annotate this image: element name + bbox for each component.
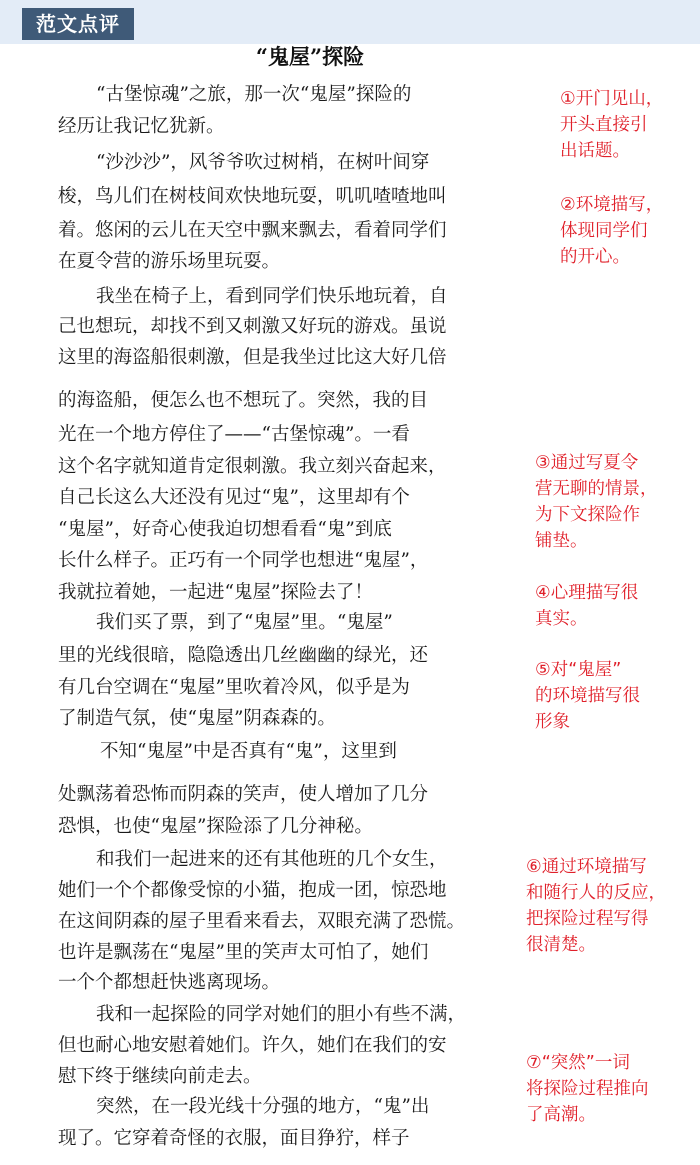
essay-line: 恐惧，也使“鬼屋”探险添了几分神秘。 xyxy=(58,816,373,837)
essay-line: “鬼屋”，好奇心使我迫切想看看“鬼”到底 xyxy=(58,519,392,540)
essay-line: 不知“鬼屋”中是否真有“鬼”，这里到 xyxy=(100,741,397,762)
essay-line: 现了。它穿着奇怪的衣服，面目狰狞，样子 xyxy=(58,1128,410,1149)
essay-line: 和我们一起进来的还有其他班的几个女生， xyxy=(96,849,448,870)
annotation-3: ③通过写夏令 营无聊的情景， 为下文探险作 铺垫。 xyxy=(535,453,658,551)
essay-line: 了制造气氛，使“鬼屋”阴森森的。 xyxy=(58,708,336,729)
annotation-5: ⑤对“鬼屋” 的环境描写很 形象 xyxy=(535,660,640,732)
essay-line: 处飘荡着恐怖而阴森的笑声，使人增加了几分 xyxy=(58,784,429,805)
essay-line: 她们一个个都像受惊的小猫，抱成一团，惊恐地 xyxy=(58,880,447,901)
essay-line: 光在一个地方停住了——“古堡惊魂”。一看 xyxy=(58,424,410,445)
section-badge: 范文点评 xyxy=(22,8,134,40)
essay-line: 我坐在椅子上，看到同学们快乐地玩着，自 xyxy=(96,286,448,307)
annotation-7: ⑦“突然”一词 将探险过程推向 了高潮。 xyxy=(526,1053,649,1125)
essay-line: 有几台空调在“鬼屋”里吹着冷风，似乎是为 xyxy=(58,677,410,698)
essay-line: “沙沙沙”，风爷爷吹过树梢，在树叶间穿 xyxy=(96,152,430,173)
annotation-2: ②环境描写， 体现同学们 的开心。 xyxy=(560,195,664,267)
essay-line: 梭，鸟儿们在树枝间欢快地玩耍，叽叽喳喳地叫 xyxy=(58,186,447,207)
essay-line: 在夏令营的游乐场里玩耍。 xyxy=(58,251,281,272)
essay-line: 自己长这么大还没有见过“鬼”，这里却有个 xyxy=(58,487,410,508)
essay-line: 这里的海盗船很刺激，但是我坐过比这大好几倍 xyxy=(58,347,447,368)
essay-line: “古堡惊魂”之旅，那一次“鬼屋”探险的 xyxy=(96,84,412,105)
essay-line: 一个个都想赶快逃离现场。 xyxy=(58,972,281,993)
annotation-6: ⑥通过环境描写 和随行人的反应， 把探险过程写得 很清楚。 xyxy=(526,857,666,955)
essay-line: 我和一起探险的同学对她们的胆小有些不满， xyxy=(96,1004,467,1025)
essay-line: 但也耐心地安慰着她们。许久，她们在我们的安 xyxy=(58,1035,447,1056)
essay-line: 在这间阴森的屋子里看来看去，双眼充满了恐慌。 xyxy=(58,911,466,932)
essay-line: 突然，在一段光线十分强的地方，“鬼”出 xyxy=(96,1096,430,1117)
essay-line: 里的光线很暗，隐隐透出几丝幽幽的绿光，还 xyxy=(58,645,429,666)
essay-line: 我们买了票，到了“鬼屋”里。“鬼屋” xyxy=(96,612,393,633)
essay-title: “鬼屋”探险 xyxy=(255,44,365,69)
essay-line: 着。悠闲的云儿在天空中飘来飘去，看着同学们 xyxy=(58,220,447,241)
essay-line: 己也想玩，却找不到又刺激又好玩的游戏。虽说 xyxy=(58,316,447,337)
essay-line: 的海盗船，便怎么也不想玩了。突然，我的目 xyxy=(58,390,429,411)
essay-line: 经历让我记忆犹新。 xyxy=(58,116,225,137)
essay-line: 我就拉着她，一起进“鬼屋”探险去了！ xyxy=(58,582,373,603)
annotation-1: ①开门见山， 开头直接引 出话题。 xyxy=(560,89,664,161)
essay-line: 慰下终于继续向前走去。 xyxy=(58,1066,262,1087)
essay-line: 也许是飘荡在“鬼屋”里的笑声太可怕了，她们 xyxy=(58,942,429,963)
essay-line: 这个名字就知道肯定很刺激。我立刻兴奋起来， xyxy=(58,456,447,477)
essay-line: 长什么样子。正巧有一个同学也想进“鬼屋”， xyxy=(58,550,429,571)
annotation-4: ④心理描写很 真实。 xyxy=(535,583,639,629)
